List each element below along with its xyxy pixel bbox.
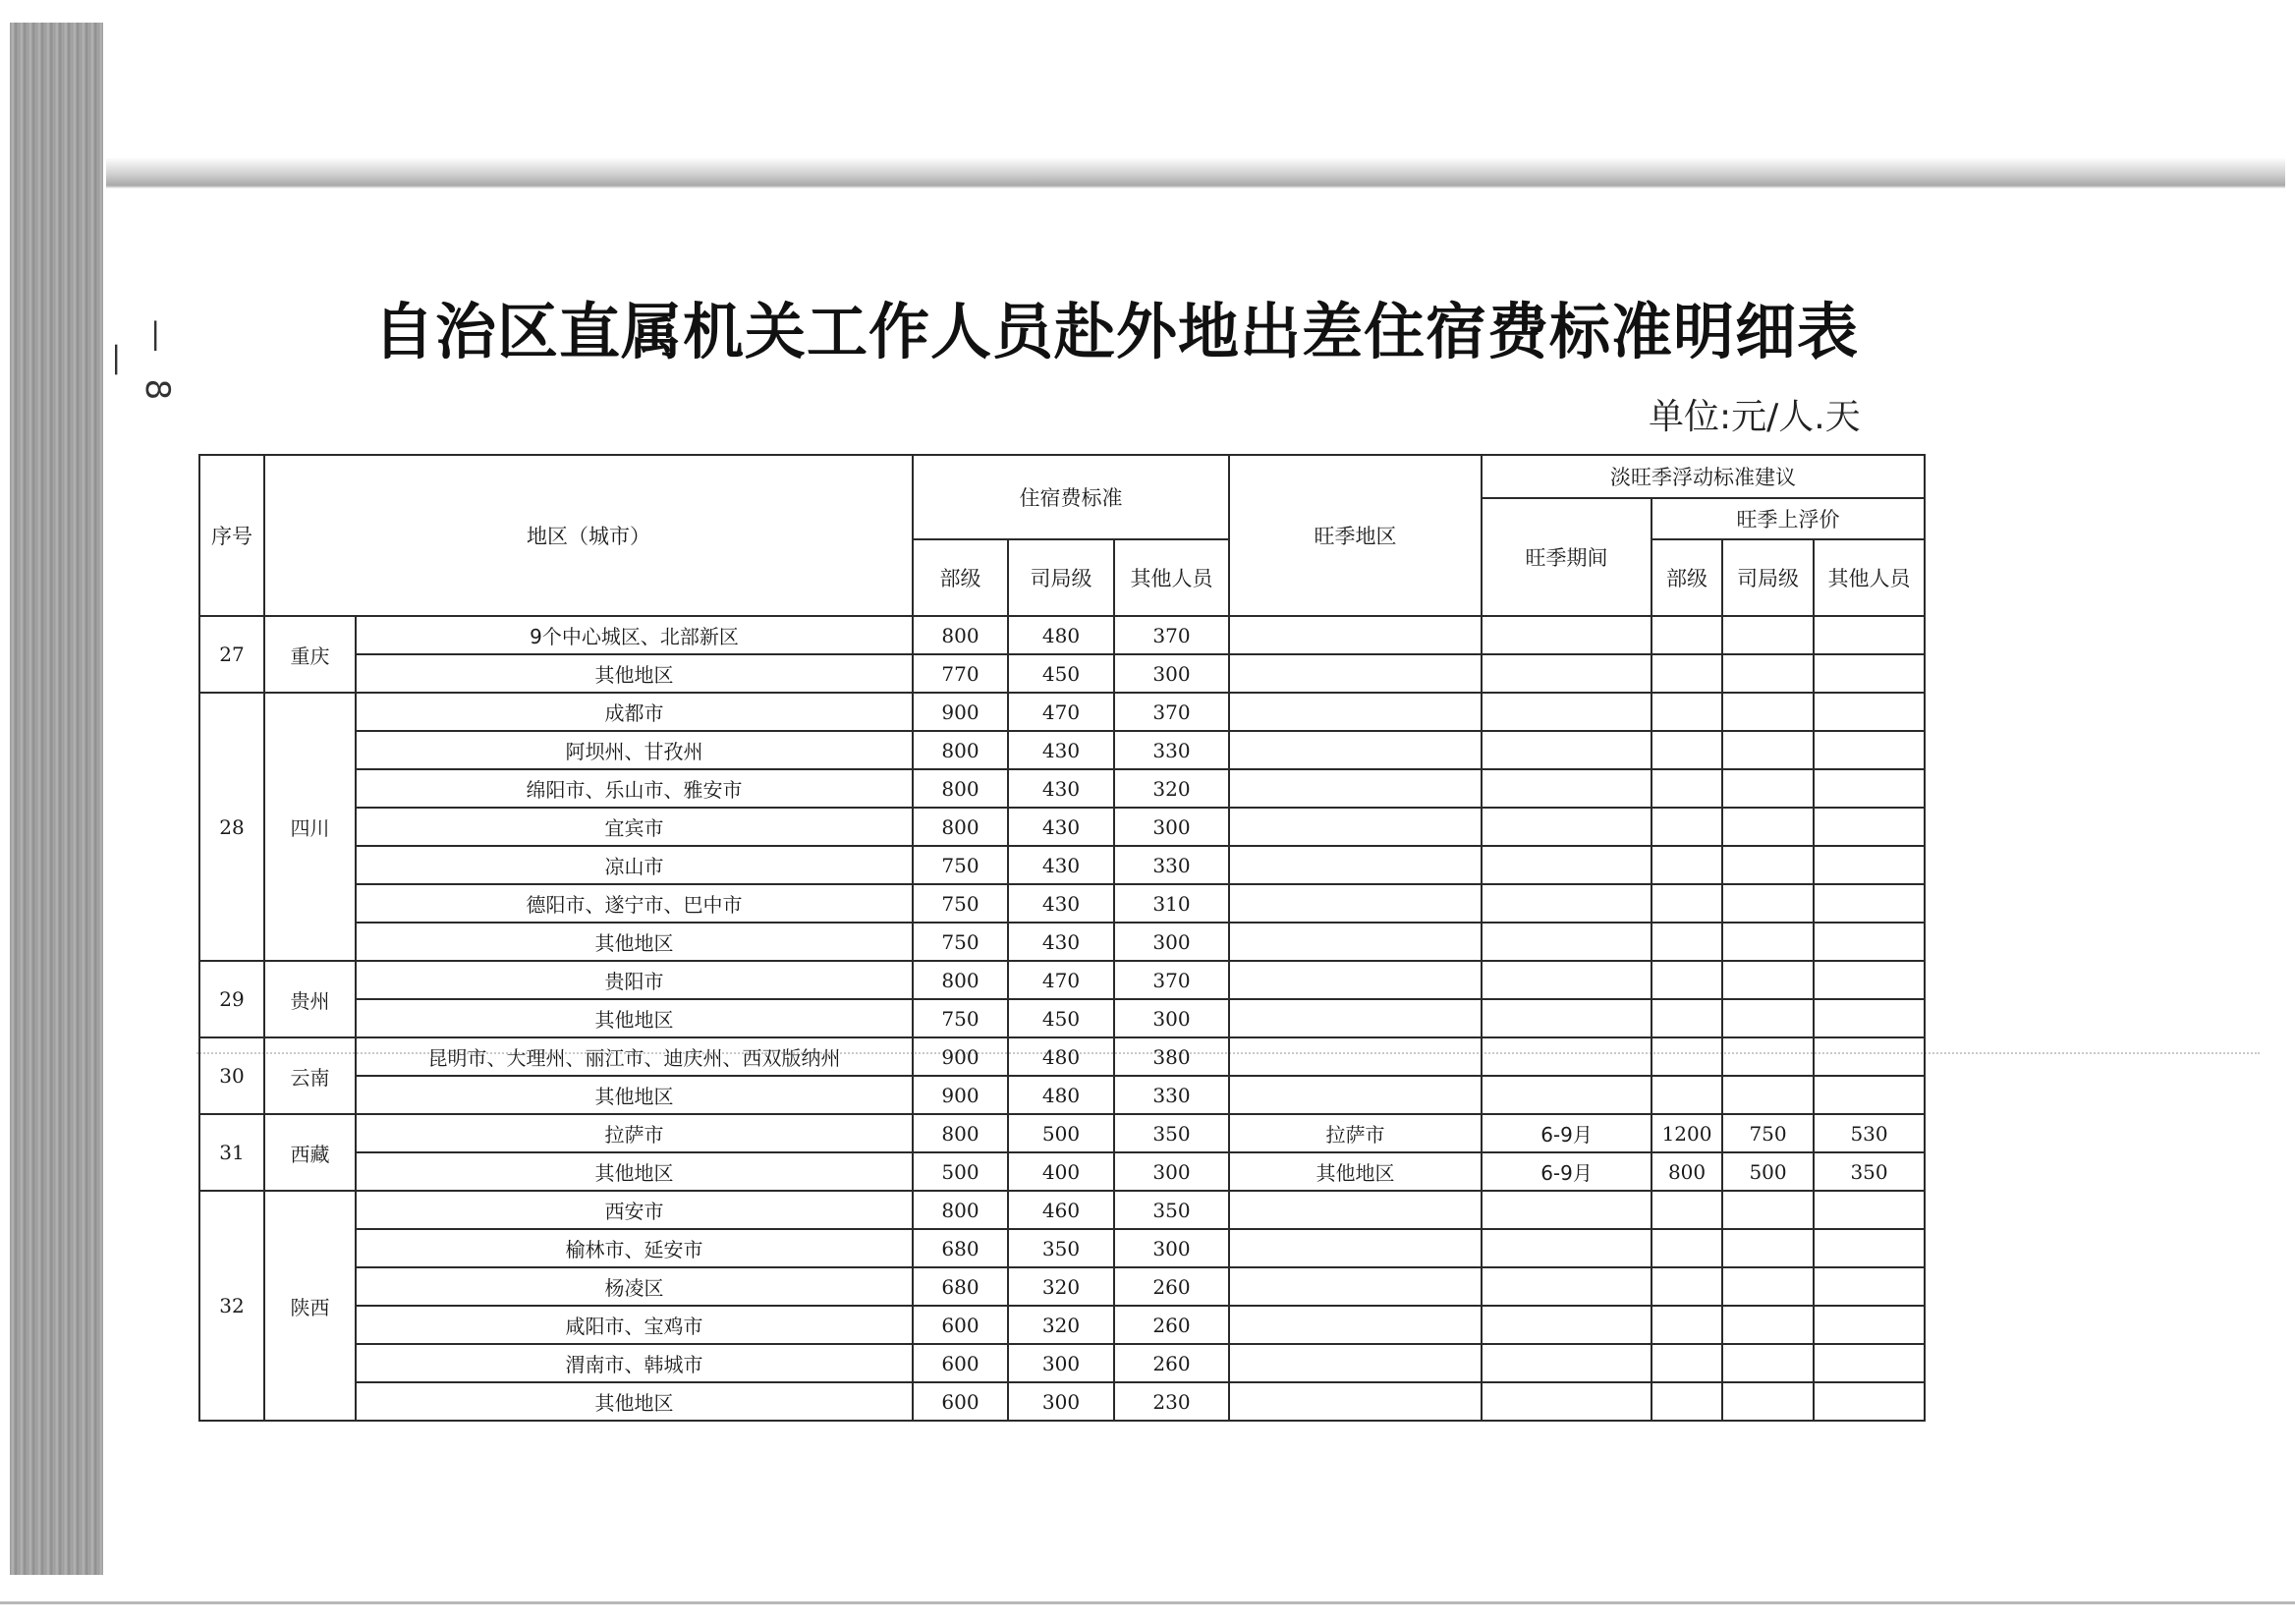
table-row	[199, 1037, 1925, 1076]
header-peak-markup: 旺季上浮价	[1651, 498, 1925, 539]
peak-other-cell	[1814, 999, 1925, 1037]
city-cell: 拉萨市	[356, 1114, 913, 1152]
lodging-bureau-cell: 430	[1008, 846, 1114, 884]
seq-cell: 31	[199, 1114, 264, 1191]
peak-other-cell	[1814, 1191, 1925, 1229]
table-row	[199, 1152, 1925, 1191]
peak-other-cell: 530	[1814, 1114, 1925, 1152]
peak-ministerial-cell	[1651, 923, 1722, 961]
lodging-bureau-cell: 480	[1008, 1037, 1114, 1076]
peak-region-cell	[1229, 923, 1482, 961]
lodging-other-cell: 300	[1114, 923, 1229, 961]
peak-other-cell	[1814, 884, 1925, 923]
peak-bureau-cell	[1722, 923, 1814, 961]
peak-ministerial-cell	[1651, 1037, 1722, 1076]
lodging-other-cell: 300	[1114, 654, 1229, 693]
table-row	[199, 846, 1925, 884]
lodging-bureau-cell: 300	[1008, 1344, 1114, 1382]
peak-ministerial-cell	[1651, 884, 1722, 923]
lodging-bureau-cell: 430	[1008, 731, 1114, 769]
lodging-ministerial-cell: 900	[913, 693, 1008, 731]
peak-bureau-cell	[1722, 1076, 1814, 1114]
city-cell: 渭南市、韩城市	[356, 1344, 913, 1382]
peak-region-cell	[1229, 616, 1482, 654]
peak-region-cell	[1229, 1076, 1482, 1114]
peak-region-cell	[1229, 731, 1482, 769]
peak-bureau-cell	[1722, 616, 1814, 654]
peak-ministerial-cell	[1651, 654, 1722, 693]
province-cell: 重庆	[264, 616, 356, 693]
lodging-ministerial-cell: 750	[913, 846, 1008, 884]
peak-period-cell	[1482, 616, 1651, 654]
lodging-bureau-cell: 480	[1008, 1076, 1114, 1114]
peak-ministerial-cell: 800	[1651, 1152, 1722, 1191]
lodging-bureau-cell: 430	[1008, 923, 1114, 961]
lodging-bureau-cell: 320	[1008, 1267, 1114, 1306]
scan-shadow-band	[106, 157, 2285, 189]
table-row	[199, 1306, 1925, 1344]
seq-cell: 30	[199, 1037, 264, 1114]
peak-period-cell	[1482, 884, 1651, 923]
lodging-other-cell: 370	[1114, 693, 1229, 731]
seq-cell: 27	[199, 616, 264, 693]
lodging-ministerial-cell: 900	[913, 1076, 1008, 1114]
lodging-ministerial-cell: 800	[913, 808, 1008, 846]
lodging-other-cell: 370	[1114, 961, 1229, 999]
city-cell: 其他地区	[356, 923, 913, 961]
city-cell: 咸阳市、宝鸡市	[356, 1306, 913, 1344]
binding-strip	[10, 23, 103, 1575]
header-peak-period: 旺季期间	[1482, 498, 1651, 616]
city-cell: 昆明市、大理州、丽江市、迪庆州、西双版纳州	[356, 1037, 913, 1076]
lodging-ministerial-cell: 600	[913, 1382, 1008, 1421]
header-seasonal-group: 淡旺季浮动标准建议	[1482, 455, 1925, 498]
lodging-ministerial-cell: 500	[913, 1152, 1008, 1191]
lodging-other-cell: 260	[1114, 1344, 1229, 1382]
peak-region-cell	[1229, 808, 1482, 846]
lodging-bureau-cell: 350	[1008, 1229, 1114, 1267]
seq-cell: 32	[199, 1191, 264, 1421]
peak-bureau-cell	[1722, 808, 1814, 846]
city-cell: 其他地区	[356, 1382, 913, 1421]
header-lodging-bureau: 司局级	[1008, 539, 1114, 616]
table-row	[199, 1114, 1925, 1152]
peak-ministerial-cell: 1200	[1651, 1114, 1722, 1152]
peak-region-cell	[1229, 769, 1482, 808]
city-cell: 其他地区	[356, 1076, 913, 1114]
lodging-ministerial-cell: 770	[913, 654, 1008, 693]
peak-bureau-cell	[1722, 961, 1814, 999]
peak-region-cell: 拉萨市	[1229, 1114, 1482, 1152]
peak-period-cell	[1482, 846, 1651, 884]
peak-other-cell	[1814, 731, 1925, 769]
peak-other-cell	[1814, 1382, 1925, 1421]
table-row	[199, 923, 1925, 961]
document-title: 自治区直属机关工作人员赴外地出差住宿费标准明细表	[373, 296, 1860, 367]
table-row	[199, 1191, 1925, 1229]
table-row	[199, 654, 1925, 693]
peak-bureau-cell	[1722, 999, 1814, 1037]
province-cell: 云南	[264, 1037, 356, 1114]
lodging-bureau-cell: 430	[1008, 808, 1114, 846]
header-peak-other: 其他人员	[1814, 539, 1925, 616]
peak-period-cell: 6-9月	[1482, 1114, 1651, 1152]
table-row	[199, 884, 1925, 923]
lodging-other-cell: 370	[1114, 616, 1229, 654]
peak-period-cell	[1482, 923, 1651, 961]
peak-ministerial-cell	[1651, 1076, 1722, 1114]
city-cell: 宜宾市	[356, 808, 913, 846]
lodging-bureau-cell: 450	[1008, 654, 1114, 693]
page-number: — 8 —	[98, 318, 177, 409]
lodging-other-cell: 300	[1114, 808, 1229, 846]
peak-period-cell	[1482, 961, 1651, 999]
header-lodging-standard: 住宿费标准	[913, 455, 1229, 539]
lodging-ministerial-cell: 900	[913, 1037, 1008, 1076]
peak-region-cell	[1229, 1306, 1482, 1344]
peak-ministerial-cell	[1651, 961, 1722, 999]
lodging-ministerial-cell: 680	[913, 1229, 1008, 1267]
lodging-other-cell: 350	[1114, 1114, 1229, 1152]
lodging-ministerial-cell: 800	[913, 731, 1008, 769]
header-peak-bureau: 司局级	[1722, 539, 1814, 616]
lodging-other-cell: 260	[1114, 1267, 1229, 1306]
lodging-ministerial-cell: 800	[913, 1191, 1008, 1229]
table-row	[199, 1344, 1925, 1382]
lodging-ministerial-cell: 800	[913, 616, 1008, 654]
lodging-bureau-cell: 300	[1008, 1382, 1114, 1421]
peak-bureau-cell	[1722, 884, 1814, 923]
province-cell: 陕西	[264, 1191, 356, 1421]
peak-region-cell	[1229, 884, 1482, 923]
peak-bureau-cell	[1722, 846, 1814, 884]
table-row	[199, 1229, 1925, 1267]
lodging-ministerial-cell: 800	[913, 1114, 1008, 1152]
table-body	[199, 616, 1925, 1421]
peak-ministerial-cell	[1651, 1229, 1722, 1267]
city-cell: 其他地区	[356, 654, 913, 693]
peak-bureau-cell	[1722, 1229, 1814, 1267]
lodging-bureau-cell: 430	[1008, 884, 1114, 923]
peak-region-cell	[1229, 1344, 1482, 1382]
city-cell: 凉山市	[356, 846, 913, 884]
city-cell: 阿坝州、甘孜州	[356, 731, 913, 769]
header-region: 地区（城市）	[264, 455, 913, 616]
table-row	[199, 808, 1925, 846]
lodging-bureau-cell: 470	[1008, 693, 1114, 731]
peak-region-cell	[1229, 1229, 1482, 1267]
peak-other-cell	[1814, 1306, 1925, 1344]
peak-ministerial-cell	[1651, 999, 1722, 1037]
peak-other-cell	[1814, 1229, 1925, 1267]
table-row	[199, 616, 1925, 654]
lodging-bureau-cell: 470	[1008, 961, 1114, 999]
lodging-bureau-cell: 480	[1008, 616, 1114, 654]
lodging-other-cell: 330	[1114, 731, 1229, 769]
peak-region-cell	[1229, 693, 1482, 731]
lodging-standard-table	[198, 454, 1926, 1422]
peak-period-cell	[1482, 654, 1651, 693]
lodging-bureau-cell: 320	[1008, 1306, 1114, 1344]
lodging-other-cell: 300	[1114, 999, 1229, 1037]
lodging-bureau-cell: 400	[1008, 1152, 1114, 1191]
peak-bureau-cell	[1722, 769, 1814, 808]
city-cell: 榆林市、延安市	[356, 1229, 913, 1267]
peak-period-cell	[1482, 693, 1651, 731]
table-row	[199, 693, 1925, 731]
province-cell: 西藏	[264, 1114, 356, 1191]
header-peak-ministerial: 部级	[1651, 539, 1722, 616]
peak-ministerial-cell	[1651, 1306, 1722, 1344]
peak-ministerial-cell	[1651, 1382, 1722, 1421]
peak-bureau-cell	[1722, 1382, 1814, 1421]
table-row	[199, 999, 1925, 1037]
table-header	[199, 455, 1925, 616]
table-row	[199, 769, 1925, 808]
peak-ministerial-cell	[1651, 731, 1722, 769]
lodging-bureau-cell: 450	[1008, 999, 1114, 1037]
page-bottom-edge	[0, 1601, 2295, 1604]
peak-period-cell	[1482, 1191, 1651, 1229]
peak-bureau-cell	[1722, 1306, 1814, 1344]
peak-bureau-cell	[1722, 693, 1814, 731]
peak-ministerial-cell	[1651, 808, 1722, 846]
lodging-other-cell: 320	[1114, 769, 1229, 808]
peak-period-cell	[1482, 1344, 1651, 1382]
city-cell: 西安市	[356, 1191, 913, 1229]
table-row	[199, 1076, 1925, 1114]
peak-other-cell: 350	[1814, 1152, 1925, 1191]
peak-period-cell	[1482, 731, 1651, 769]
lodging-ministerial-cell: 800	[913, 769, 1008, 808]
peak-period-cell	[1482, 999, 1651, 1037]
peak-other-cell	[1814, 923, 1925, 961]
city-cell: 成都市	[356, 693, 913, 731]
peak-region-cell	[1229, 1267, 1482, 1306]
lodging-ministerial-cell: 600	[913, 1306, 1008, 1344]
peak-ministerial-cell	[1651, 769, 1722, 808]
city-cell: 杨凌区	[356, 1267, 913, 1306]
peak-other-cell	[1814, 1076, 1925, 1114]
table-row	[199, 1267, 1925, 1306]
lodging-other-cell: 310	[1114, 884, 1229, 923]
peak-other-cell	[1814, 693, 1925, 731]
peak-region-cell	[1229, 654, 1482, 693]
city-cell: 其他地区	[356, 999, 913, 1037]
lodging-ministerial-cell: 600	[913, 1344, 1008, 1382]
city-cell: 贵阳市	[356, 961, 913, 999]
peak-bureau-cell	[1722, 1344, 1814, 1382]
peak-period-cell	[1482, 808, 1651, 846]
peak-other-cell	[1814, 1344, 1925, 1382]
city-cell: 德阳市、遂宁市、巴中市	[356, 884, 913, 923]
seq-cell: 29	[199, 961, 264, 1037]
peak-period-cell: 6-9月	[1482, 1152, 1651, 1191]
peak-other-cell	[1814, 808, 1925, 846]
unit-label: 单位:元/人.天	[1649, 397, 1861, 437]
header-lodging-other: 其他人员	[1114, 539, 1229, 616]
peak-region-cell	[1229, 846, 1482, 884]
peak-period-cell	[1482, 1229, 1651, 1267]
peak-period-cell	[1482, 1306, 1651, 1344]
peak-bureau-cell	[1722, 1191, 1814, 1229]
peak-bureau-cell: 750	[1722, 1114, 1814, 1152]
peak-region-cell: 其他地区	[1229, 1152, 1482, 1191]
table-row	[199, 1382, 1925, 1421]
city-cell: 其他地区	[356, 1152, 913, 1191]
peak-bureau-cell	[1722, 1037, 1814, 1076]
peak-region-cell	[1229, 961, 1482, 999]
lodging-other-cell: 300	[1114, 1229, 1229, 1267]
header-peak-region: 旺季地区	[1229, 455, 1482, 616]
peak-region-cell	[1229, 999, 1482, 1037]
header-lodging-ministerial: 部级	[913, 539, 1008, 616]
lodging-bureau-cell: 500	[1008, 1114, 1114, 1152]
lodging-other-cell: 330	[1114, 846, 1229, 884]
lodging-ministerial-cell: 800	[913, 961, 1008, 999]
peak-bureau-cell	[1722, 731, 1814, 769]
peak-ministerial-cell	[1651, 1267, 1722, 1306]
peak-bureau-cell	[1722, 1267, 1814, 1306]
peak-period-cell	[1482, 769, 1651, 808]
table-row	[199, 731, 1925, 769]
peak-region-cell	[1229, 1037, 1482, 1076]
lodging-other-cell: 380	[1114, 1037, 1229, 1076]
table-row	[199, 961, 1925, 999]
peak-period-cell	[1482, 1037, 1651, 1076]
city-cell: 9个中心城区、北部新区	[356, 616, 913, 654]
peak-other-cell	[1814, 654, 1925, 693]
lodging-other-cell: 300	[1114, 1152, 1229, 1191]
lodging-ministerial-cell: 750	[913, 999, 1008, 1037]
lodging-other-cell: 350	[1114, 1191, 1229, 1229]
lodging-ministerial-cell: 750	[913, 923, 1008, 961]
peak-ministerial-cell	[1651, 616, 1722, 654]
peak-ministerial-cell	[1651, 693, 1722, 731]
peak-other-cell	[1814, 961, 1925, 999]
lodging-other-cell: 260	[1114, 1306, 1229, 1344]
peak-ministerial-cell	[1651, 1191, 1722, 1229]
province-cell: 四川	[264, 693, 356, 961]
peak-bureau-cell: 500	[1722, 1152, 1814, 1191]
lodging-other-cell: 330	[1114, 1076, 1229, 1114]
lodging-bureau-cell: 430	[1008, 769, 1114, 808]
header-seq: 序号	[199, 455, 264, 616]
peak-region-cell	[1229, 1382, 1482, 1421]
seq-cell: 28	[199, 693, 264, 961]
peak-region-cell	[1229, 1191, 1482, 1229]
peak-period-cell	[1482, 1267, 1651, 1306]
peak-period-cell	[1482, 1076, 1651, 1114]
peak-other-cell	[1814, 1267, 1925, 1306]
peak-other-cell	[1814, 1037, 1925, 1076]
city-cell: 绵阳市、乐山市、雅安市	[356, 769, 913, 808]
peak-other-cell	[1814, 769, 1925, 808]
peak-period-cell	[1482, 1382, 1651, 1421]
peak-other-cell	[1814, 846, 1925, 884]
lodging-ministerial-cell: 680	[913, 1267, 1008, 1306]
lodging-other-cell: 230	[1114, 1382, 1229, 1421]
peak-bureau-cell	[1722, 654, 1814, 693]
peak-ministerial-cell	[1651, 1344, 1722, 1382]
province-cell: 贵州	[264, 961, 356, 1037]
lodging-ministerial-cell: 750	[913, 884, 1008, 923]
peak-other-cell	[1814, 616, 1925, 654]
peak-ministerial-cell	[1651, 846, 1722, 884]
lodging-bureau-cell: 460	[1008, 1191, 1114, 1229]
